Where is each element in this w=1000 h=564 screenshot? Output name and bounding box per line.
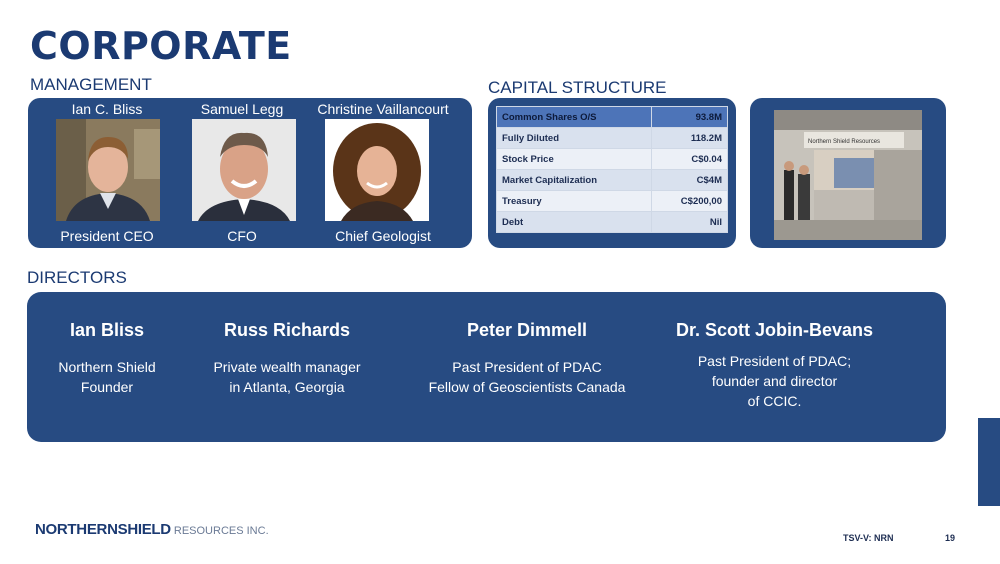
person-role: Chief Geologist: [335, 228, 431, 244]
directors-panel: [27, 292, 946, 442]
director-name: Russ Richards: [223, 320, 351, 340]
row-value: C$4M: [651, 170, 727, 191]
person-role: CFO: [227, 228, 257, 244]
director-russ-richards: [197, 320, 377, 397]
table-row: [497, 128, 728, 149]
person-photo: [56, 119, 160, 221]
director-desc-line: founder and director: [711, 373, 838, 389]
row-label: Stock Price: [497, 149, 652, 170]
director-name: Dr. Scott Jobin-Bevans: [675, 320, 874, 340]
row-label: Market Capitalization: [497, 170, 652, 191]
director-desc-line: Past President of PDAC;: [697, 353, 852, 369]
booth-photo-panel: [750, 98, 946, 248]
capital-structure-table: [496, 106, 728, 233]
person-photo: [192, 119, 296, 221]
logo-text-shield: SHIELD: [117, 521, 171, 538]
table-row: [497, 149, 728, 170]
director-name: Ian Bliss: [69, 320, 145, 340]
person-role: President CEO: [60, 228, 154, 244]
company-logo: [35, 521, 269, 538]
table-row: [497, 107, 728, 128]
capital-structure-heading: CAPITAL STRUCTURE: [488, 78, 667, 97]
director-desc-line: of CCIC.: [747, 393, 802, 409]
person-name: Samuel Legg: [200, 101, 284, 117]
director-desc-line: in Atlanta, Georgia: [229, 379, 345, 395]
trade-show-booth-photo: [774, 110, 922, 240]
row-value: 118.2M: [651, 128, 727, 149]
director-peter-dimmell: [412, 320, 642, 397]
table-row: [497, 191, 728, 212]
director-name: Peter Dimmell: [466, 320, 588, 340]
director-scott-jobin-bevans: [657, 320, 892, 411]
logo-text-resources: RESOURCES INC.: [170, 525, 269, 537]
booth-sign-text: Northern Shield Resources: [808, 139, 881, 145]
page-number: 19: [945, 533, 956, 543]
row-value: Nil: [651, 212, 727, 233]
side-accent-bar: [978, 418, 1000, 506]
director-ian-bliss: [27, 320, 187, 397]
row-label: Treasury: [497, 191, 652, 212]
management-heading: MANAGEMENT: [30, 75, 152, 94]
row-value: C$200,00: [651, 191, 727, 212]
row-label: Common Shares O/S: [497, 107, 652, 128]
management-person-vaillancourt: [308, 98, 458, 248]
row-label: Debt: [497, 212, 652, 233]
person-name: Ian C. Bliss: [71, 101, 143, 117]
row-value: C$0.04: [651, 149, 727, 170]
ticker-symbol: TSV-V: NRN: [843, 533, 894, 543]
directors-heading: DIRECTORS: [27, 268, 127, 287]
management-person-bliss: [32, 98, 182, 248]
row-value: 93.8M: [651, 107, 727, 128]
person-photo: [325, 119, 429, 221]
director-desc-line: Private wealth manager: [213, 359, 361, 375]
director-desc-line: Fellow of Geoscientists Canada: [428, 379, 626, 395]
director-desc-line: Founder: [80, 379, 134, 395]
person-name: Christine Vaillancourt: [317, 101, 449, 117]
director-desc-line: Past President of PDAC: [452, 359, 602, 375]
row-label: Fully Diluted: [497, 128, 652, 149]
management-panel: [28, 98, 472, 248]
management-person-legg: [167, 98, 317, 248]
capital-structure-panel: [488, 98, 736, 248]
director-desc-line: Northern Shield: [58, 359, 156, 375]
table-row: [497, 212, 728, 233]
table-row: [497, 170, 728, 191]
logo-text-northern: NORTHERN: [35, 521, 118, 538]
page-title: CORPORATE: [30, 24, 292, 68]
